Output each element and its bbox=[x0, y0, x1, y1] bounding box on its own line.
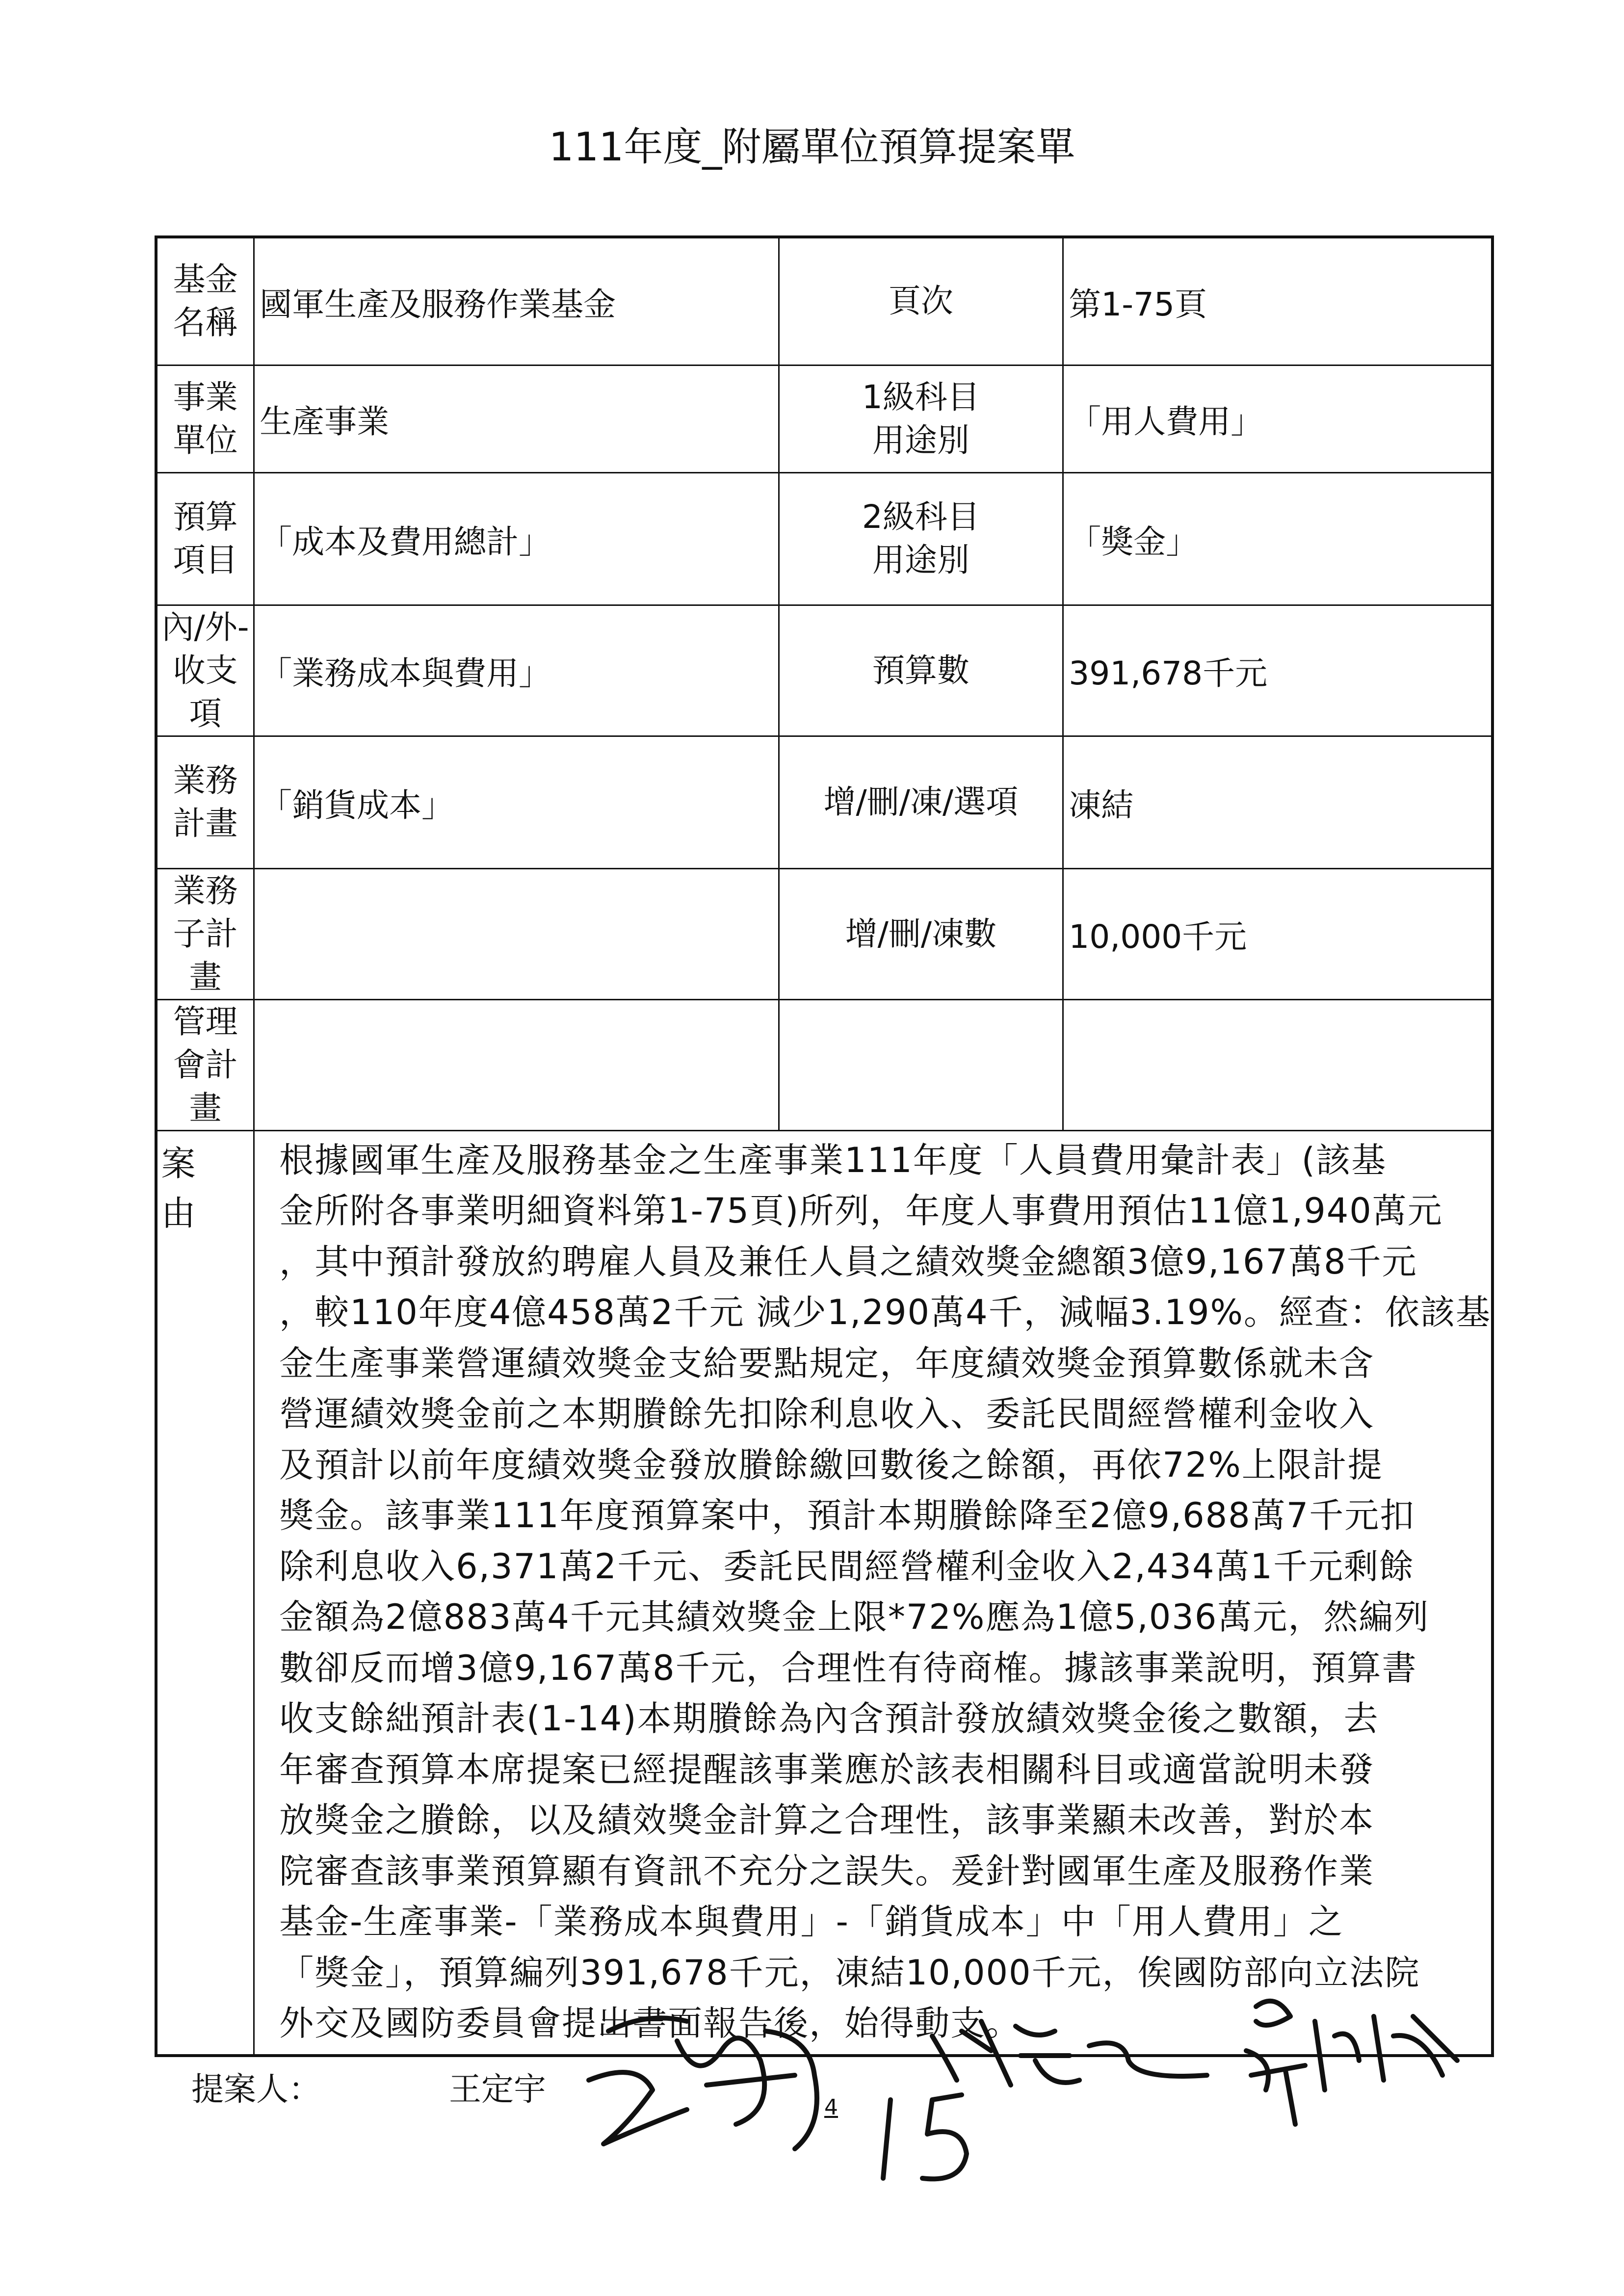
value-income-expense: 「業務成本與費用」 bbox=[254, 605, 779, 736]
proposer-label: 提案人： bbox=[191, 2070, 321, 2108]
label-action-option: 增/刪/凍/選項 bbox=[779, 736, 1063, 868]
reason-line: 基金-生產事業-「業務成本與費用」-「銷貨成本」中「用人費用」之 bbox=[279, 1902, 1344, 1942]
reason-line: ，其中預計發放約聘雇人員及兼任人員之績效獎金總額3億9,167萬8千元 bbox=[279, 1241, 1417, 1282]
value-business-plan: 「銷貨成本」 bbox=[254, 736, 779, 868]
reason-label: 案由 bbox=[156, 1130, 254, 2056]
label-level2-subject: 2級科目 用途別 bbox=[779, 472, 1063, 605]
value-level2-subject: 「獎金」 bbox=[1063, 472, 1493, 605]
reason-line: 年審查預算本席提案已經提醒該事業應於該表相關科目或適當說明未發 bbox=[279, 1749, 1375, 1790]
value-business-unit: 生產事業 bbox=[254, 365, 779, 472]
signature-1 bbox=[589, 2018, 817, 2149]
value-level1-subject: 「用人費用」 bbox=[1063, 365, 1493, 472]
reason-line: 放獎金之賸餘，以及績效獎金計算之合理性，該事業顯未改善，對於本 bbox=[279, 1800, 1375, 1840]
signature-2 bbox=[932, 2021, 1207, 2085]
label-income-expense: 內/外-收支項 bbox=[156, 605, 254, 736]
reason-line: ，較110年度4億458萬2千元 減少1,290萬4千，減幅3.19%。經查：依該基 bbox=[279, 1292, 1491, 1332]
label-level1-subject: 1級科目 用途別 bbox=[779, 365, 1063, 472]
reason-line: 金所附各事業明細資料第1-75頁)所列，年度人事費用預估11億1,940萬元 bbox=[279, 1191, 1443, 1231]
reason-line: 及預計以前年度績效獎金發放賸餘繳回數後之餘額，再依72%上限計提 bbox=[279, 1444, 1383, 1485]
value-fund-name: 國軍生產及服務作業基金 bbox=[254, 237, 779, 365]
value-page: 第1-75頁 bbox=[1063, 237, 1493, 365]
reason-line: 外交及國防委員會提出書面報告後，始得動支。 bbox=[279, 2003, 1022, 2043]
reason-line: 獎金。該事業111年度預算案中，預計本期賸餘降至2億9,688萬7千元扣 bbox=[279, 1495, 1415, 1536]
value-budget-amount: 391,678千元 bbox=[1063, 605, 1493, 736]
label-page: 頁次 bbox=[779, 237, 1063, 365]
reason-line: 營運績效獎金前之本期賸餘先扣除利息收入、委託民間經營權利金收入 bbox=[279, 1394, 1375, 1434]
label-action-amount: 增/刪/凍數 bbox=[779, 868, 1063, 999]
label-management-plan: 管理會計畫 bbox=[156, 999, 254, 1130]
label-budget-item: 預算項目 bbox=[156, 472, 254, 605]
reason-line: 金生產事業營運績效獎金支給要點規定，年度績效獎金預算數係就未含 bbox=[279, 1343, 1375, 1383]
label-budget-amount: 預算數 bbox=[779, 605, 1063, 736]
reason-line: 收支餘絀預計表(1-14)本期賸餘為內含預計發放績效獎金後之數額，去 bbox=[279, 1698, 1379, 1739]
value-budget-item: 「成本及費用總計」 bbox=[254, 472, 779, 605]
value-action-amount: 10,000千元 bbox=[1063, 868, 1493, 999]
reason-line: 除利息收入6,371萬2千元、委託民間經營權利金收入2,434萬1千元剩餘 bbox=[279, 1546, 1415, 1587]
reason-line: 根據國軍生產及服務基金之生產事業111年度「人員費用彙計表」(該基 bbox=[279, 1140, 1387, 1180]
label-business-plan: 業務計畫 bbox=[156, 736, 254, 868]
handwritten-15 bbox=[883, 2095, 967, 2179]
label-sub-plan: 業務子計畫 bbox=[156, 868, 254, 999]
document-title: 111年度_附屬單位預算提案單 bbox=[549, 124, 1075, 170]
proposer-name: 王定宇 bbox=[449, 2070, 546, 2108]
page-number: 4 bbox=[824, 2095, 838, 2120]
reason-line: 金額為2億883萬4千元其績效獎金上限*72%應為1億5,036萬元，然編列 bbox=[279, 1597, 1430, 1637]
value-action-option: 凍結 bbox=[1063, 736, 1493, 868]
reason-line: 「獎金」，預算編列391,678千元，凍結10,000千元，俟國防部向立法院 bbox=[279, 1952, 1420, 1993]
signature-3 bbox=[1246, 2001, 1457, 2124]
reason-line: 院審查該事業預算顯有資訊不充分之誤失。爰針對國軍生產及服務作業 bbox=[279, 1851, 1375, 1891]
label-fund-name: 基金名稱 bbox=[156, 237, 254, 365]
label-business-unit: 事業單位 bbox=[156, 365, 254, 472]
reason-line: 數卻反而增3億9,167萬8千元，合理性有待商榷。據該事業說明，預算書 bbox=[279, 1647, 1417, 1688]
